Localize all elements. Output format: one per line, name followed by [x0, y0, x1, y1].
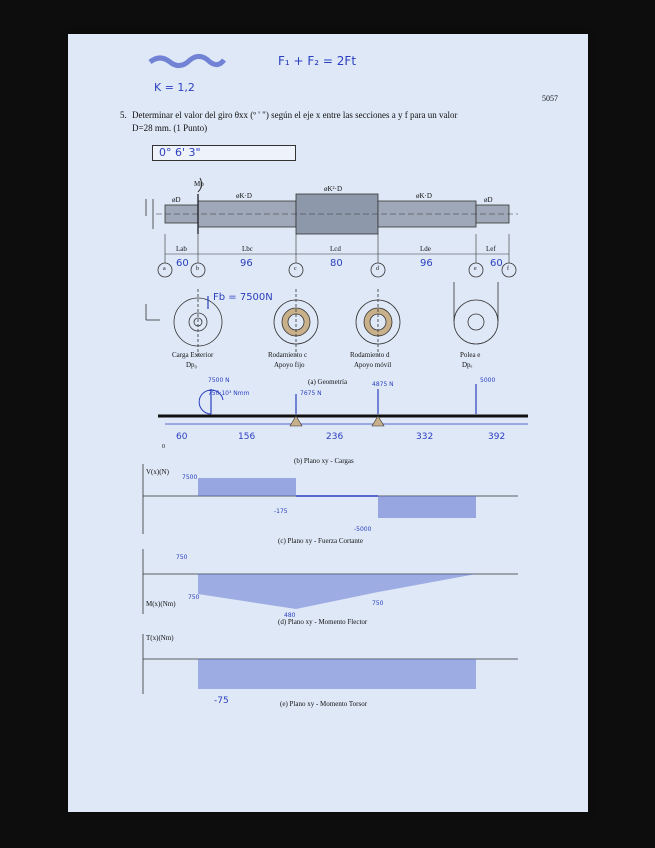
length-cd: Lcd	[330, 245, 341, 253]
length-de: Lde	[420, 245, 431, 253]
fb-label: Fb = 7500N	[213, 292, 273, 303]
length-ab: Lab	[176, 245, 187, 253]
moment-axis-label: M(x)(Nm)	[146, 600, 176, 608]
component-rod-d-sub: Apoyo móvil	[354, 361, 392, 369]
position-156: 156	[238, 432, 256, 442]
answer-box[interactable]	[152, 145, 296, 161]
diameter-bc: øK·D	[236, 192, 252, 200]
exam-page	[68, 34, 588, 812]
moment-value-3: 750	[372, 600, 384, 607]
page-number: 5057	[542, 94, 558, 103]
question-line-2: D=28 mm. (1 Punto)	[132, 123, 208, 133]
section-a: a	[163, 266, 166, 272]
answer-value: 0° 6' 3"	[159, 146, 201, 159]
position-60: 60	[176, 432, 188, 442]
load-4875: 4875 N	[372, 381, 394, 388]
k-note: K = 1,2	[154, 81, 195, 94]
shear-value-7500: 7500	[182, 474, 198, 481]
component-rod-d-name: Rodamiento d	[350, 351, 390, 359]
section-c: c	[294, 266, 297, 272]
section-f: f	[507, 266, 509, 272]
load-5000: 5000	[480, 377, 496, 384]
length-value-cd: 80	[330, 258, 343, 269]
moment-value-2: 480	[284, 612, 296, 619]
diameter-a: øD	[172, 196, 181, 204]
load-7500: 7500 N	[208, 377, 230, 384]
load-moment: 750·10³ Nmm	[208, 390, 250, 397]
component-rod-c-name: Rodamiento c	[268, 351, 308, 359]
position-392: 392	[488, 432, 506, 442]
moment-value-4: 750	[188, 594, 200, 601]
component-polea-name: Polea e	[460, 351, 481, 359]
component-polea-sub: Dpₑ	[462, 361, 473, 369]
moment-value-1: 750	[176, 554, 188, 561]
diameter-f: øD	[484, 196, 493, 204]
position-236: 236	[326, 432, 344, 442]
position-332: 332	[416, 432, 434, 442]
mp-label: Mp	[194, 180, 204, 188]
section-b: b	[196, 266, 199, 272]
length-value-ab: 60	[176, 258, 189, 269]
component-carga-sub: Dp₀	[186, 361, 197, 369]
section-e: e	[474, 266, 477, 272]
length-value-bc: 96	[240, 258, 253, 269]
position-0: 0	[162, 444, 165, 450]
length-ef: Lef	[486, 245, 496, 253]
figure-drawing	[68, 34, 588, 812]
diameter-cd: øK²·D	[324, 185, 343, 193]
torque-caption: (e) Plano xy - Momento Torsor	[280, 700, 368, 708]
moment-caption: (d) Plano xy - Momento Flector	[278, 618, 368, 626]
load-7675: 7675 N	[300, 390, 322, 397]
top-formula: F₁ + F₂ = 2Ft	[278, 54, 357, 68]
length-value-ef: 60	[490, 258, 503, 269]
torque-axis-label: T(x)(Nm)	[146, 634, 174, 642]
question-number: 5.	[120, 110, 127, 120]
length-bc: Lbc	[242, 245, 253, 253]
shear-axis-label: V(x)(N)	[146, 468, 169, 476]
geometry-caption: (a) Geometría	[308, 378, 348, 386]
torque-value: -75	[214, 696, 229, 706]
section-d: d	[376, 266, 379, 272]
component-rod-c-sub: Apoyo fijo	[274, 361, 305, 369]
question-line-1: Determinar el valor del giro θxx (º ' ") según el eje x entre las secciones a y f para un valor	[132, 110, 458, 120]
component-carga-name: Carga Exterior	[172, 351, 214, 359]
loads-caption: (b) Plano xy - Cargas	[294, 457, 354, 465]
shear-value-5000: -5000	[354, 526, 372, 533]
shear-value-175: -175	[274, 508, 288, 515]
length-value-de: 96	[420, 258, 433, 269]
shear-caption: (c) Plano xy - Fuerza Cortante	[278, 537, 363, 545]
diameter-de: øK·D	[416, 192, 432, 200]
